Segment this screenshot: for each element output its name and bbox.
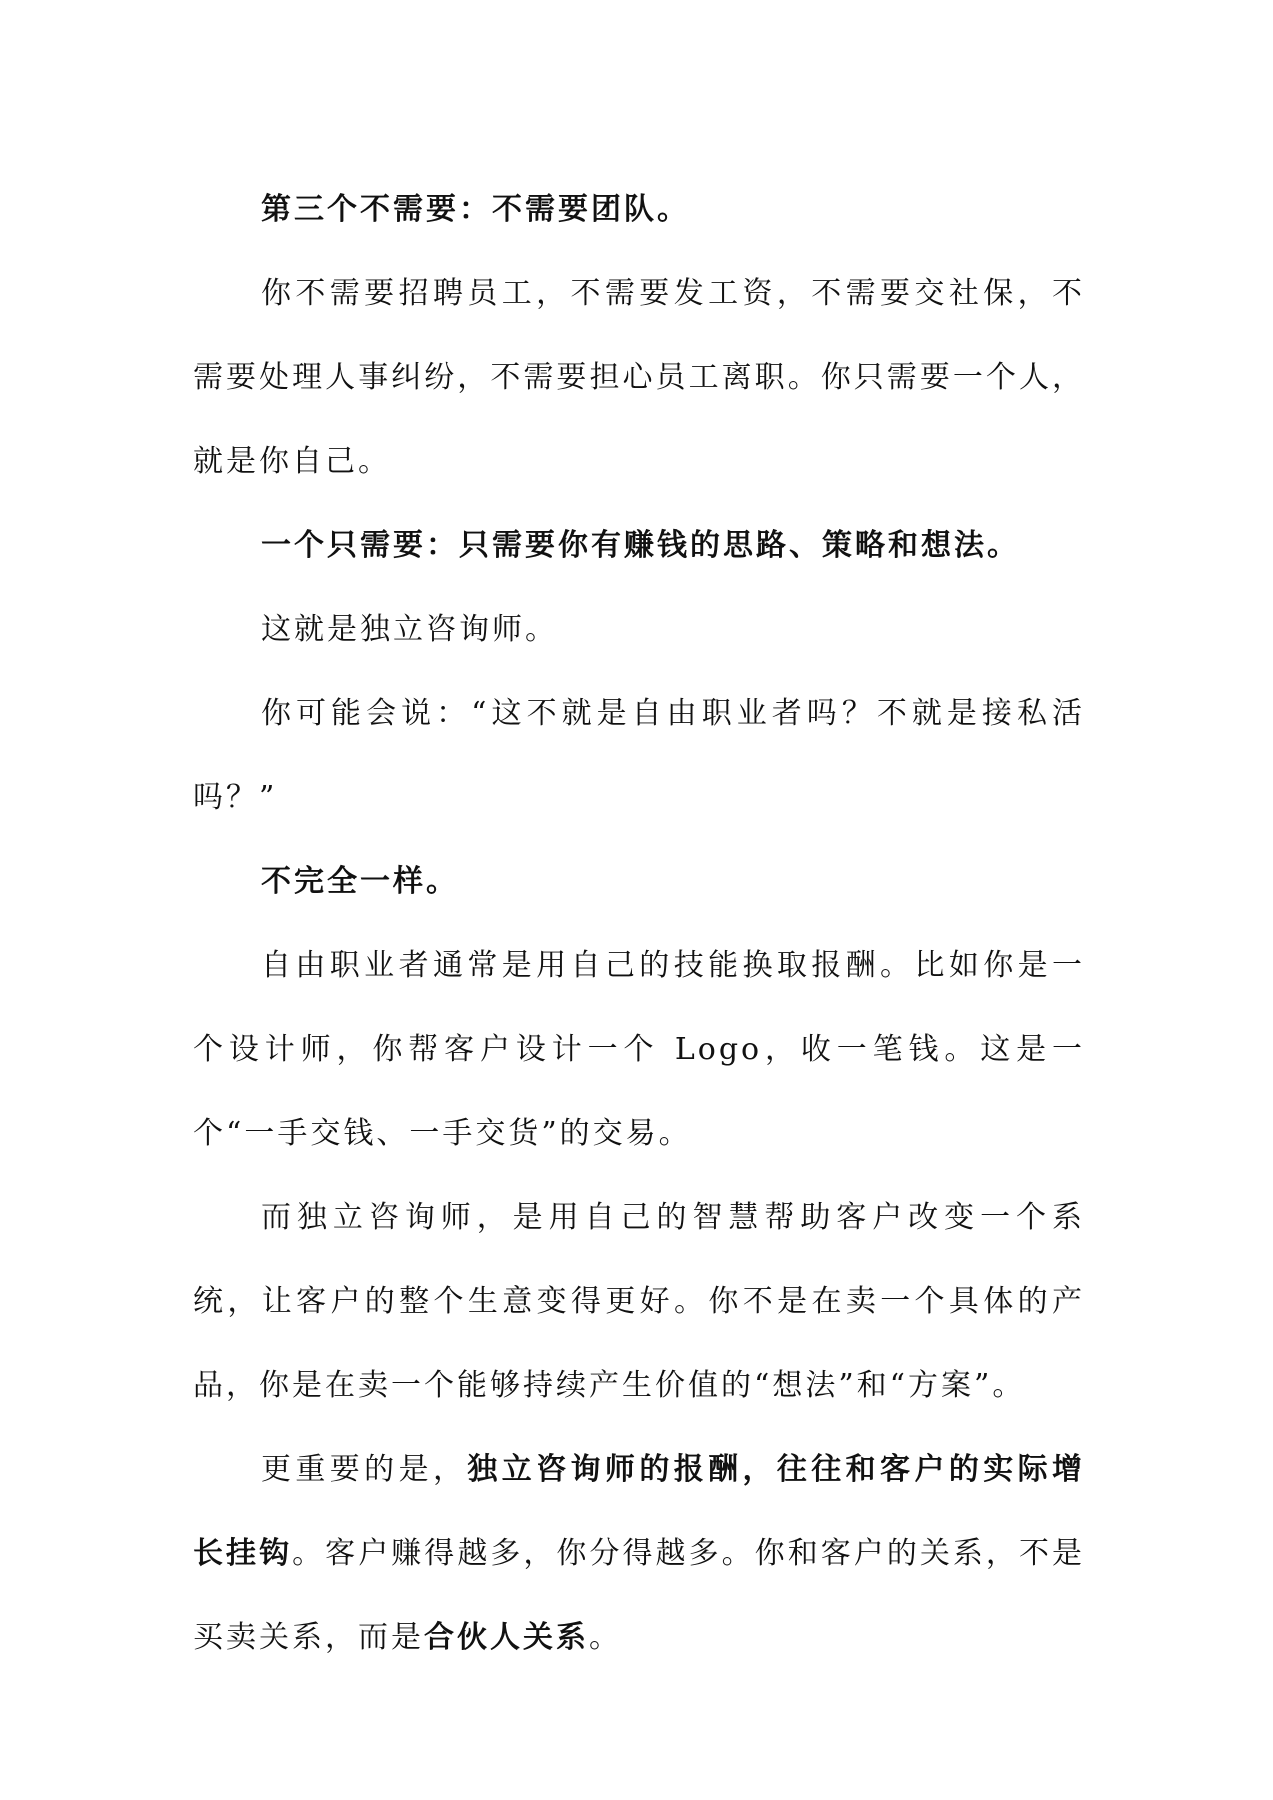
compensation-lead-text: 更重要的是，: [261, 1452, 468, 1487]
paragraph-consultant: 这就是独立咨询师。: [261, 612, 558, 647]
paragraph-objection: 你可能会说：“这不就是自由职业者吗？不就是接私活吗？”: [193, 696, 1085, 815]
compensation-bold-text: 独立咨询师的报酬，往往和客户的实际增长挂钩: [193, 1452, 1086, 1571]
heading-third-no-need: 第三个不需要：不需要团队。: [261, 192, 690, 227]
paragraph-no-team: 你不需要招聘员工，不需要发工资，不需要交社保，不需要处理人事纠纷，不需要担心员工离职。你只需要一个人，就是你自己。: [193, 276, 1085, 479]
heading-not-same: 不完全一样。: [261, 864, 459, 899]
paragraph-compensation: [193, 1428, 1085, 1680]
heading-one-need: 一个只需要：只需要你有赚钱的思路、策略和想法。: [261, 528, 1020, 563]
paragraph-consultant-value: 而独立咨询师，是用自己的智慧帮助客户改变一个系统，让客户的整个生意变得更好。你不是在卖一个具体的产品，你是在卖一个能够持续产生价值的“想法”和“方案”。: [193, 1200, 1085, 1403]
paragraph-freelancer: 自由职业者通常是用自己的技能换取报酬。比如你是一个设计师，你帮客户设计一个 Logo，收一笔钱。这是一个“一手交钱、一手交货”的交易。: [193, 948, 1085, 1151]
partner-relation-bold-text: 合伙人关系: [424, 1620, 589, 1655]
document-body: [193, 168, 1085, 1680]
compensation-end-text: 。: [589, 1620, 622, 1655]
compensation-middle-text: 。客户赚得越多，你分得越多。你和客户的关系，不是买卖关系，而是: [193, 1536, 1086, 1655]
